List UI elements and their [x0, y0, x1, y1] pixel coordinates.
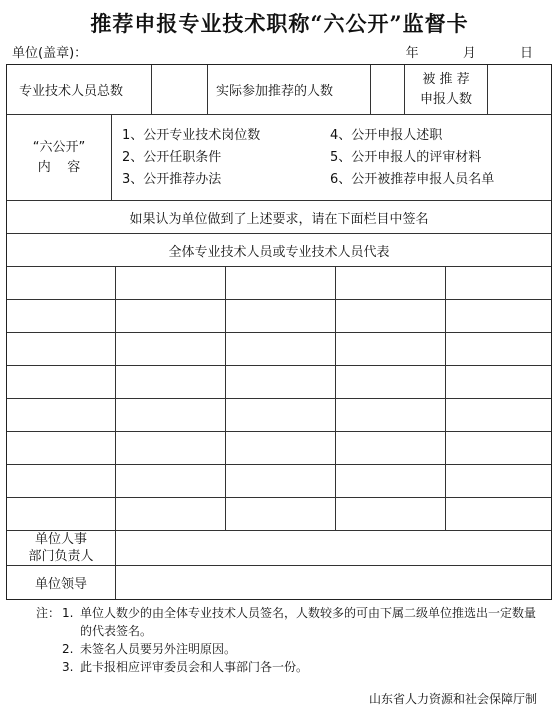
instruction-row: 如果认为单位做到了上述要求，请在下面栏目中签名: [7, 201, 551, 234]
disclosure-item: 1、公开专业技术岗位数: [122, 128, 261, 143]
note-number: 2.: [62, 642, 74, 656]
signature-cell[interactable]: [335, 432, 445, 464]
signature-cell[interactable]: [115, 399, 225, 431]
nominated-label-line2: 申报人数: [419, 91, 472, 107]
hr-label-line1: 单位人事: [34, 532, 87, 547]
actual-participants-value[interactable]: [370, 65, 404, 114]
signature-cell[interactable]: [445, 366, 553, 398]
signature-header-row: 全体专业技术人员或专业技术人员代表: [7, 234, 551, 267]
signature-cell[interactable]: [225, 432, 335, 464]
signature-cell[interactable]: [335, 333, 445, 365]
hr-head-label: [7, 531, 115, 565]
day-label: 日: [519, 46, 533, 61]
six-disclosures-items: [111, 115, 553, 200]
signature-cell[interactable]: [7, 300, 115, 332]
disclosure-item: 2、公开任职条件: [122, 150, 222, 165]
signature-cell[interactable]: [115, 300, 225, 332]
nominated-label-line1: 被 推 荐: [422, 71, 470, 87]
hr-head-row: [7, 531, 551, 566]
signature-cell[interactable]: [7, 267, 115, 299]
signature-row: [7, 267, 551, 300]
signature-cell[interactable]: [115, 267, 225, 299]
notes-prefix: 注：: [36, 606, 61, 620]
signature-cell[interactable]: [115, 366, 225, 398]
year-label: 年: [405, 46, 419, 61]
signature-cell[interactable]: [115, 465, 225, 497]
signature-row: [7, 465, 551, 498]
total-staff-label: 专业技术人员总数: [19, 84, 124, 99]
signature-cell[interactable]: [445, 465, 553, 497]
signature-cell[interactable]: [445, 333, 553, 365]
signature-cell[interactable]: [225, 300, 335, 332]
signature-row: [7, 432, 551, 465]
signature-cell[interactable]: [225, 366, 335, 398]
signature-cell[interactable]: [225, 498, 335, 530]
nominated-count-value[interactable]: [487, 65, 553, 114]
signature-row: [7, 300, 551, 333]
signature-cell[interactable]: [7, 432, 115, 464]
total-staff-value[interactable]: [151, 65, 207, 114]
hr-head-signature[interactable]: [115, 531, 553, 565]
note-text: 此卡报相应评审委员会和人事部门各一份。: [80, 660, 309, 674]
signature-cell[interactable]: [445, 498, 553, 530]
notes: [36, 604, 556, 676]
issuer-footer: 山东省人力资源和社会保障厅制: [368, 692, 537, 706]
leader-signature[interactable]: [115, 566, 553, 599]
disclosure-item: 6、公开被推荐申报人员名单: [330, 172, 495, 187]
six-label-line1: “六公开”: [32, 139, 86, 155]
signature-row: [7, 498, 551, 531]
signature-cell[interactable]: [7, 366, 115, 398]
supervision-form: [6, 64, 552, 600]
leader-row: [7, 566, 551, 599]
note-text: 未签名人员要另外注明原因。: [80, 642, 237, 656]
signature-row: [7, 333, 551, 366]
signature-cell[interactable]: [445, 267, 553, 299]
disclosure-item: 4、公开申报人述职: [330, 128, 443, 143]
six-label-line2: 内 容: [37, 159, 81, 175]
actual-participants-label: 实际参加推荐的人数: [207, 65, 370, 114]
note-number: 1.: [62, 606, 74, 620]
leader-label: 单位领导: [34, 577, 87, 592]
signature-cell[interactable]: [115, 498, 225, 530]
month-label: 月: [462, 46, 476, 61]
signature-cell[interactable]: [225, 333, 335, 365]
signature-cell[interactable]: [445, 300, 553, 332]
signature-cell[interactable]: [445, 399, 553, 431]
signature-cell[interactable]: [225, 399, 335, 431]
six-disclosures-label: [7, 115, 111, 200]
signature-cell[interactable]: [7, 399, 115, 431]
signature-cell[interactable]: [225, 465, 335, 497]
signature-cell[interactable]: [335, 300, 445, 332]
signature-row: [7, 399, 551, 432]
note-text: 单位人数少的由全体专业技术人员签名，人数较多的可由下属二级单位推选出一定数量的代表签名。: [80, 606, 537, 638]
note-number: 3.: [62, 660, 74, 674]
signature-cell[interactable]: [335, 399, 445, 431]
signature-row: [7, 366, 551, 399]
counts-row: [7, 65, 551, 115]
signature-cell[interactable]: [335, 465, 445, 497]
hr-label-line2: 部门负责人: [28, 549, 94, 564]
page-title: 推荐申报专业技术职称“六公开”监督卡: [90, 11, 469, 36]
signature-cell[interactable]: [225, 267, 335, 299]
signature-cell[interactable]: [7, 465, 115, 497]
disclosure-item: 5、公开申报人的评审材料: [330, 150, 482, 165]
signature-cell[interactable]: [7, 498, 115, 530]
six-disclosures-row: [7, 115, 551, 201]
signature-cell[interactable]: [115, 432, 225, 464]
unit-seal-label: 单位(盖章)：: [12, 46, 88, 61]
signature-cell[interactable]: [115, 333, 225, 365]
signature-cell[interactable]: [335, 498, 445, 530]
disclosure-item: 3、公开推荐办法: [122, 172, 222, 187]
signature-cell[interactable]: [335, 366, 445, 398]
date-labels: [388, 42, 533, 61]
signature-cell[interactable]: [335, 267, 445, 299]
nominated-count-label: [404, 65, 487, 114]
signature-cell[interactable]: [445, 432, 553, 464]
signature-cell[interactable]: [7, 333, 115, 365]
